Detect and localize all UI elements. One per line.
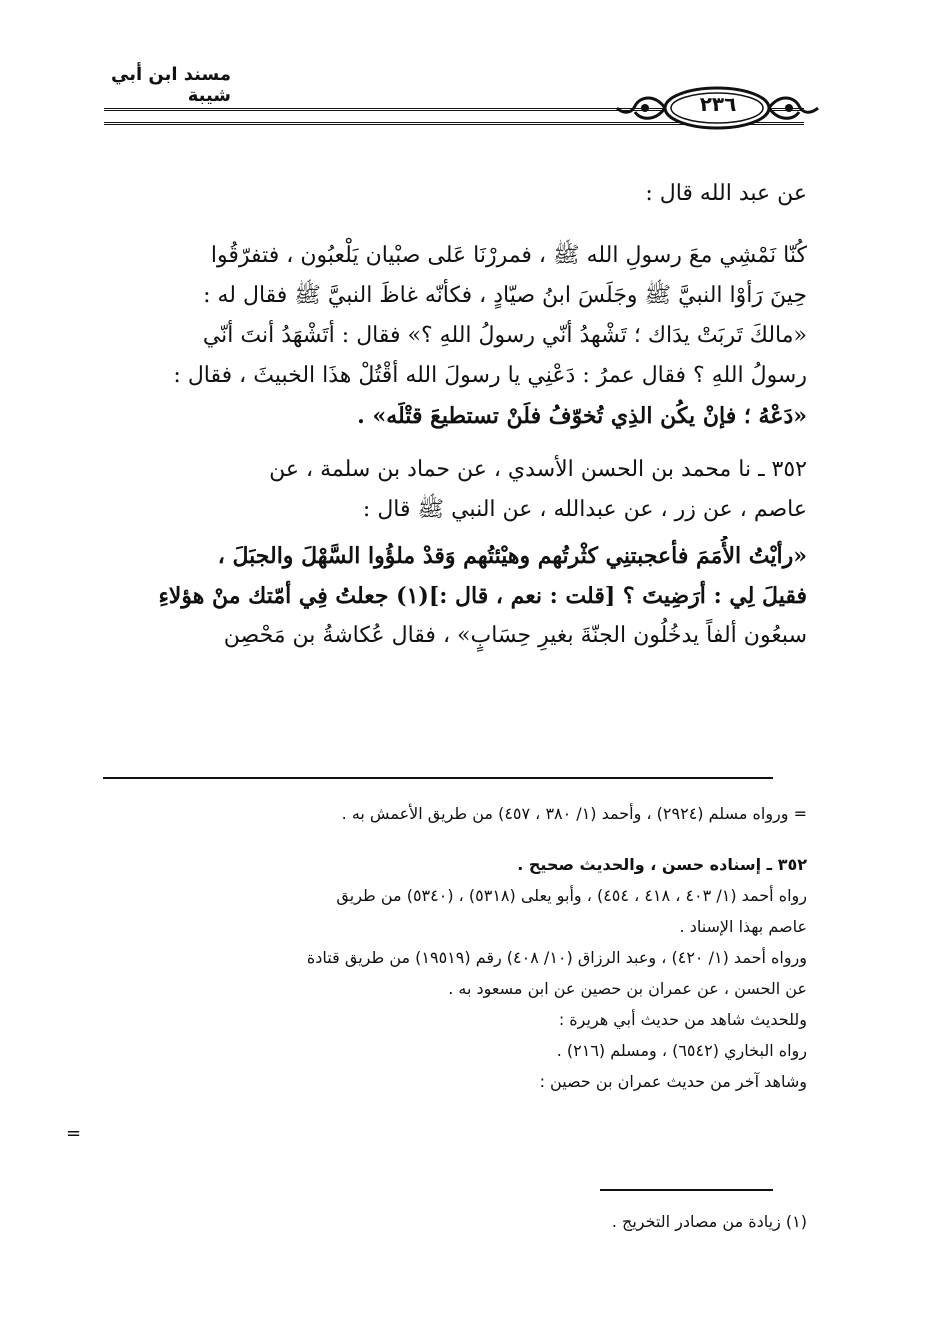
footnote-line: رواه البخاري (٦٥٤٢) ، ومسلم (٢١٦) . — [556, 1041, 807, 1060]
hadith-text-line: «رأيْتُ الأُمَمَ فأعجبتنِي كثْرتُهم وهيْئتُهم وَقدْ ملؤُوا السَّهْلَ والجبَلَ ، — [217, 543, 807, 569]
editor-note — [103, 1206, 807, 1237]
hadith-heading-line: ٣٥٢ ـ نا محمد بن الحسن الأسدي ، عن حماد بن سلمة ، عن — [269, 457, 807, 482]
editor-note-line: (١) زيادة من مصادر التخريج . — [611, 1212, 807, 1231]
main-text — [103, 174, 807, 656]
footnote-line: ورواه أحمد (١/ ٤٢٠) ، وعبد الرزاق (١٠/ ٤٠٨) رقم (١٩٥١٩) من طريق قتادة — [306, 948, 807, 967]
text-line: كُنّا نَمْشِي معَ رسولِ الله ﷺ ، فمررْنَا عَلى صبْيان يَلْعبُون ، فتفرّقُوا — [210, 243, 807, 268]
text-line: عاصم ، عن زر ، عن عبدالله ، عن النبي ﷺ قال : — [362, 497, 807, 522]
footnote-line: = ورواه مسلم (٢٩٢٤) ، وأحمد (١/ ٣٨٠ ، ٤٥٧) من طريق الأعمش به . — [341, 804, 807, 823]
page-number: ٢٣٦ — [699, 92, 737, 116]
continuation-mark: = — [66, 1123, 82, 1144]
footnotes — [103, 798, 807, 1097]
text-line: حِينَ رَأوْا النبيَّ ﷺ وجَلَسَ ابنُ صيّادٍ ، فكأنّه غاظَ النبيَّ ﷺ فقال له : — [203, 283, 807, 308]
hadith-text-line: «دَعْهُ ؛ فإنْ يكُن الذِي تُخوّفُ فلَنْ تستطيعَ قتْلَه» . — [357, 403, 807, 429]
hadith-text-line: فقيلَ لِي : أرَضِيتَ ؟ [قلت : نعم ، قال :](١) جعلتُ فِي أمّتك منْ هؤلاءِ — [158, 583, 807, 609]
text-line: سبعُون ألفاً يدخُلُون الجنّةَ بغيرِ حِسَابٍ» ، فقال عُكاشةُ بن مَحْصِن — [223, 623, 807, 648]
footnote-heading: ٣٥٢ ـ إسناده حسن ، والحديث صحيح . — [517, 855, 807, 874]
running-title: مسند ابن أبي شيبة — [110, 64, 231, 106]
text-line: عن عبد الله قال : — [645, 181, 807, 206]
note-rule — [600, 1189, 773, 1191]
footnote-line: وشاهد آخر من حديث عمران بن حصين : — [539, 1072, 807, 1091]
footnote-line: عن الحسن ، عن عمران بن حصين عن ابن مسعود به . — [448, 979, 807, 998]
footnote-line: عاصم بهذا الإسناد . — [679, 917, 807, 936]
footnote-line: وللحديث شاهد من حديث أبي هريرة : — [558, 1010, 807, 1029]
text-line: «مالكَ تَربَتْ يدَاك ؛ تَشْهدُ أنّي رسولُ اللهِ ؟» فقال : أتَشْهَدُ أنتَ أنّي — [202, 323, 807, 348]
text-line: رسولُ اللهِ ؟ فقال عمرُ : دَعْنِي يا رسولَ الله أقْتُلْ هذَا الخبيثَ ، فقال : — [173, 363, 807, 388]
footnote-line: رواه أحمد (١/ ٤٠٣ ، ٤١٨ ، ٤٥٤) ، وأبو يعلى (٥٣١٨) ، (٥٣٤٠) من طريق — [336, 886, 807, 905]
footnote-rule — [103, 777, 773, 779]
